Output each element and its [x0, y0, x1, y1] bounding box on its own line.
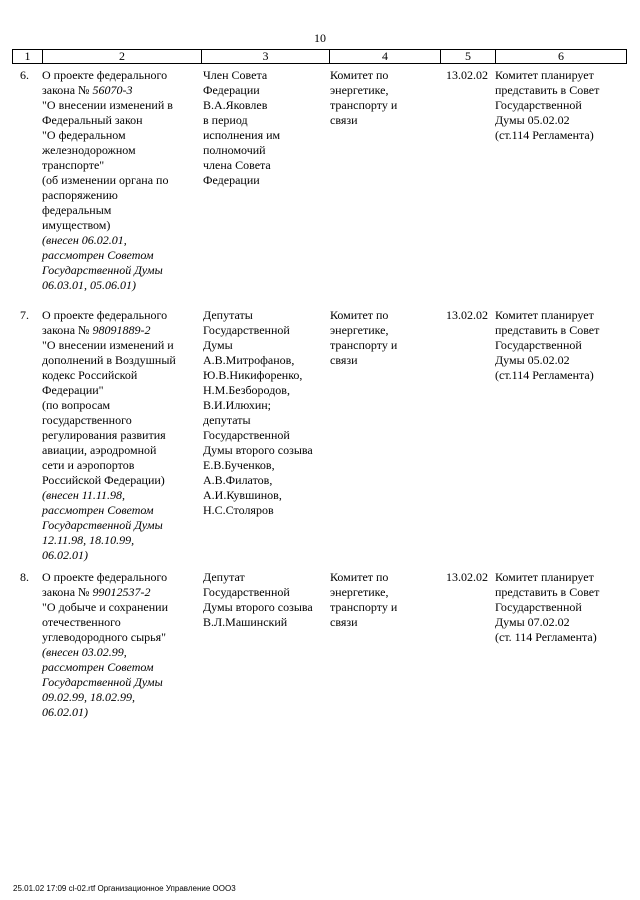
bill-history-line: (внесен 06.02.01, [42, 233, 127, 247]
bill-title-line: "О федеральном [42, 128, 126, 142]
review-date: 13.02.02 [446, 68, 488, 82]
author-line: члена Совета [203, 158, 271, 172]
bill-history-line: 09.02.99, 18.02.99, [42, 690, 135, 704]
note-line: Комитет планирует [495, 570, 594, 584]
bill-history-line: 06.03.01, 05.06.01) [42, 278, 136, 292]
note-line: Государственной [495, 98, 582, 112]
note-line: Государственной [495, 600, 582, 614]
note-line: (ст. 114 Регламента) [495, 630, 597, 644]
bill-history-line: рассмотрен Советом [42, 660, 154, 674]
committee-note [495, 68, 627, 143]
bill-title-line: государственного [42, 413, 132, 427]
committee-line: Комитет по [330, 308, 389, 322]
bill-number: 98091889-2 [92, 323, 151, 337]
committee-line: энергетике, [330, 323, 389, 337]
bill-title-line: отечественного [42, 615, 121, 629]
bill-number-line [42, 83, 198, 98]
bill-title-line: федеральным [42, 203, 112, 217]
author-line: в период [203, 113, 248, 127]
column-header-table [12, 49, 627, 64]
note-line: (ст.114 Регламента) [495, 368, 594, 382]
bill-history-line: 06.02.01) [42, 548, 88, 562]
document-footer: 25.01.02 17:09 cl-02.rtf Организационное Управление ООО3 [13, 884, 236, 893]
bill-number-prefix: закона № [42, 585, 93, 599]
row-number: 6. [20, 68, 29, 82]
review-date: 13.02.02 [446, 308, 488, 322]
author-line: исполнения им [203, 128, 281, 142]
author-line: А.В.Филатов, [203, 473, 273, 487]
committee-line: энергетике, [330, 83, 389, 97]
author-line: Государственной [203, 585, 290, 599]
column-header-1: 1 [13, 50, 43, 64]
committee-line: транспорту и [330, 338, 398, 352]
note-line: представить в Совет [495, 323, 600, 337]
bill-history-line: 12.11.98, 18.10.99, [42, 533, 135, 547]
bill-number: 99012537-2 [92, 585, 151, 599]
author-line: В.Л.Машинский [203, 615, 288, 629]
committee-line: энергетике, [330, 585, 389, 599]
bill-history-line: (внесен 11.11.98, [42, 488, 125, 502]
column-header-row [13, 50, 627, 64]
bill-title-line: углеводородного сырья" [42, 630, 167, 644]
bill-number-prefix: закона № [42, 83, 93, 97]
committee-line: связи [330, 353, 358, 367]
author-line: Государственной [203, 323, 290, 337]
author-line: Федерации [203, 173, 260, 187]
bill-history-line: Государственной Думы [42, 518, 163, 532]
note-line: (ст.114 Регламента) [495, 128, 594, 142]
responsible-committee [330, 68, 434, 128]
bill-title-line: дополнений в Воздушный [42, 353, 176, 367]
author-line: Федерации [203, 83, 260, 97]
note-line: Думы 05.02.02 [495, 353, 570, 367]
column-header-6: 6 [496, 50, 627, 64]
bill-title-line: авиации, аэродромной [42, 443, 157, 457]
bill-history-line: рассмотрен Советом [42, 503, 154, 517]
bill-title-line: (об изменении органа по [42, 173, 169, 187]
bill-history-line: 06.02.01) [42, 705, 88, 719]
bill-title-line: "О внесении изменений и [42, 338, 174, 352]
committee-line: транспорту и [330, 600, 398, 614]
bill-title-line: О проекте федерального [42, 68, 168, 82]
author-line: В.А.Яковлев [203, 98, 268, 112]
column-header-3: 3 [202, 50, 330, 64]
note-line: Комитет планирует [495, 308, 594, 322]
bill-title-line: сети и аэропортов [42, 458, 135, 472]
bill-title-line: регулирования развития [42, 428, 166, 442]
bill-number: 56070-3 [92, 83, 133, 97]
bill-history-line: Государственной Думы [42, 675, 163, 689]
committee-line: Комитет по [330, 570, 389, 584]
note-line: Думы 05.02.02 [495, 113, 570, 127]
author-line: Депутат [203, 570, 245, 584]
bill-title-line: кодекс Российской [42, 368, 138, 382]
author-line: Думы [203, 338, 233, 352]
bill-title-line: О проекте федерального [42, 570, 168, 584]
bill-title [42, 308, 198, 563]
committee-line: транспорту и [330, 98, 398, 112]
responsible-committee [330, 308, 434, 368]
author-line: Государственной [203, 428, 290, 442]
row-number: 7. [20, 308, 29, 322]
bill-title-line: (по вопросам [42, 398, 111, 412]
column-header-5: 5 [441, 50, 496, 64]
committee-line: Комитет по [330, 68, 389, 82]
note-line: Комитет планирует [495, 68, 594, 82]
author-line: Н.С.Столяров [203, 503, 274, 517]
bill-number-line [42, 323, 198, 338]
row-number: 8. [20, 570, 29, 584]
bill-title-line: Федерации" [42, 383, 104, 397]
author-line: Н.М.Безбородов, [203, 383, 290, 397]
author-line: Думы второго созыва [203, 443, 313, 457]
bill-title-line: имуществом) [42, 218, 111, 232]
bill-title-line: "О добыче и сохранении [42, 600, 168, 614]
bill-history-line: рассмотрен Советом [42, 248, 154, 262]
bill-title-line: Федеральный закон [42, 113, 143, 127]
author-line: Ю.В.Никифоренко, [203, 368, 303, 382]
committee-line: связи [330, 615, 358, 629]
note-line: Думы 07.02.02 [495, 615, 570, 629]
author-line: депутаты [203, 413, 251, 427]
bill-title-line: Российской Федерации) [42, 473, 165, 487]
responsible-committee [330, 570, 434, 630]
bill-title-line: О проекте федерального [42, 308, 168, 322]
column-header-2: 2 [43, 50, 202, 64]
bill-number-line [42, 585, 198, 600]
bill-history-line: Государственной Думы [42, 263, 163, 277]
note-line: представить в Совет [495, 83, 600, 97]
column-header-4: 4 [330, 50, 441, 64]
bill-history-line: (внесен 03.02.99, [42, 645, 127, 659]
author-line: Депутаты [203, 308, 253, 322]
bill-number-prefix: закона № [42, 323, 93, 337]
committee-note [495, 570, 627, 645]
bill-title-line: транспорте" [42, 158, 105, 172]
committee-note [495, 308, 627, 383]
review-date: 13.02.02 [446, 570, 488, 584]
bill-author [203, 68, 326, 188]
bill-title [42, 570, 198, 720]
author-line: Думы второго созыва [203, 600, 313, 614]
author-line: А.И.Кувшинов, [203, 488, 282, 502]
author-line: полномочий [203, 143, 266, 157]
bill-title-line: "О внесении изменений в [42, 98, 173, 112]
committee-line: связи [330, 113, 358, 127]
note-line: представить в Совет [495, 585, 600, 599]
author-line: В.И.Илюхин; [203, 398, 271, 412]
bill-title-line: распоряжению [42, 188, 118, 202]
bill-title-line: железнодорожном [42, 143, 136, 157]
note-line: Государственной [495, 338, 582, 352]
bill-author [203, 570, 326, 630]
page-number: 10 [314, 31, 326, 45]
author-line: Е.В.Бученков, [203, 458, 275, 472]
bill-title [42, 68, 198, 293]
author-line: А.В.Митрофанов, [203, 353, 295, 367]
author-line: Член Совета [203, 68, 268, 82]
bill-author [203, 308, 326, 518]
